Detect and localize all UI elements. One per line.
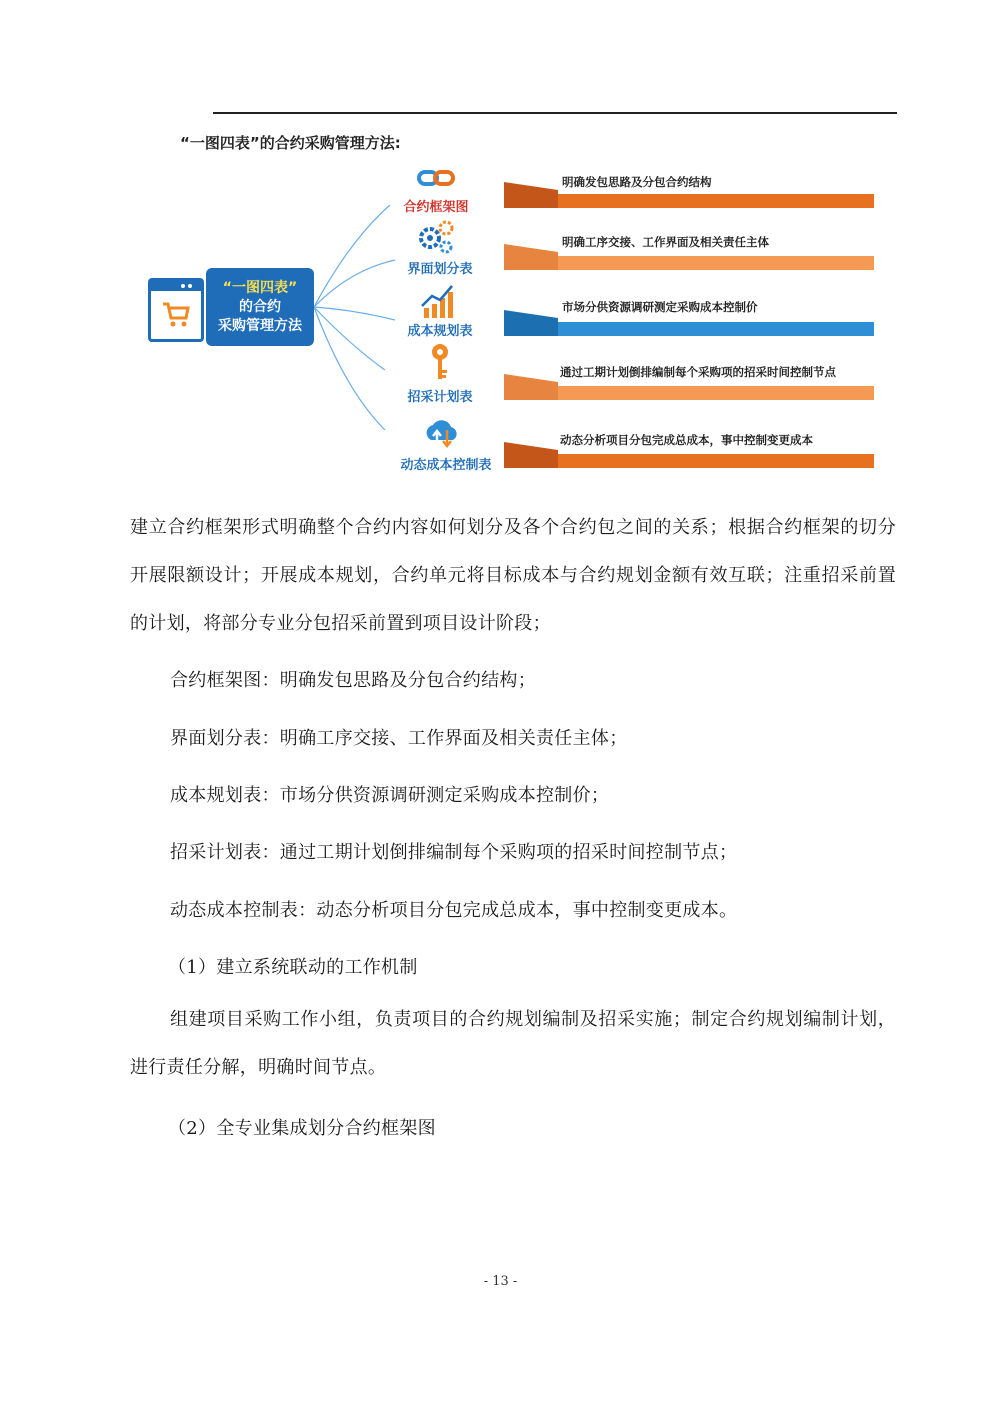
connector-3 bbox=[314, 307, 395, 320]
item-desc-5: 动态分析项目分包完成总成本，事中控制变更成本 bbox=[560, 433, 813, 447]
item-label-1: 合约框架图 bbox=[403, 200, 469, 215]
item-desc-3: 市场分供资源调研测定采购成本控制价 bbox=[562, 300, 758, 314]
gears-icon bbox=[416, 218, 456, 258]
item-label-3: 成本规划表 bbox=[407, 324, 473, 339]
connector-1 bbox=[314, 205, 390, 307]
figure-caption: “一图四表”的合约采购管理方法: bbox=[180, 134, 401, 152]
item-desc-1: 明确发包思路及分包合约结构 bbox=[562, 175, 712, 189]
cloud-sync-icon bbox=[422, 412, 462, 452]
item-desc-2: 明确工序交接、工作界面及相关责任主体 bbox=[562, 235, 769, 249]
method-title-box bbox=[206, 268, 314, 346]
intro-paragraph: 建立合约框架形式明确整个合约内容如何划分及各个合约包之间的关系；根据合约框架的切分开展限额设计；开展成本规划，合约单元将目标成本与合约规划金额有效互联；注重招采前置的计划，将部分专业分包招采前置到项目设计阶段； bbox=[130, 517, 896, 634]
def-line-1: 合约框架图：明确发包思路及分包合约结构； bbox=[170, 670, 536, 691]
section-1-paragraph: 组建项目采购工作小组，负责项目的合约规划编制及招采实施；制定合约规划编制计划，进行责任分解，明确时间节点。 bbox=[130, 1009, 896, 1078]
def-line-4: 招采计划表：通过工期计划倒排编制每个采购项的招采时间控制节点； bbox=[170, 842, 738, 863]
method-diagram bbox=[140, 160, 880, 480]
shopping-cart-icon bbox=[148, 278, 204, 342]
def-line-5: 动态成本控制表：动态分析项目分包完成总成本，事中控制变更成本。 bbox=[170, 900, 738, 921]
center-line-2: 的合约 bbox=[239, 298, 281, 315]
item-label-2: 界面划分表 bbox=[407, 262, 473, 277]
section-2-heading: （2）全专业集成划分合约框架图 bbox=[168, 1118, 436, 1139]
def-line-2: 界面划分表：明确工序交接、工作界面及相关责任主体； bbox=[170, 728, 628, 749]
item-desc-4: 通过工期计划倒排编制每个采购项的招采时间控制节点 bbox=[560, 365, 836, 379]
item-label-5: 动态成本控制表 bbox=[400, 458, 492, 473]
def-line-3: 成本规划表：市场分供资源调研测定采购成本控制价； bbox=[170, 785, 610, 806]
connector-5 bbox=[314, 307, 385, 430]
key-icon bbox=[420, 342, 460, 382]
center-line-3: 采购管理方法 bbox=[218, 317, 302, 334]
page-number: - 13 - bbox=[483, 1274, 518, 1289]
header-rule bbox=[213, 112, 897, 114]
connector-4 bbox=[314, 307, 385, 370]
growth-chart-icon bbox=[418, 282, 458, 322]
section-1-heading: （1）建立系统联动的工作机制 bbox=[168, 957, 418, 978]
center-line-1: “一图四表” bbox=[222, 279, 298, 296]
item-label-4: 招采计划表 bbox=[407, 390, 473, 405]
